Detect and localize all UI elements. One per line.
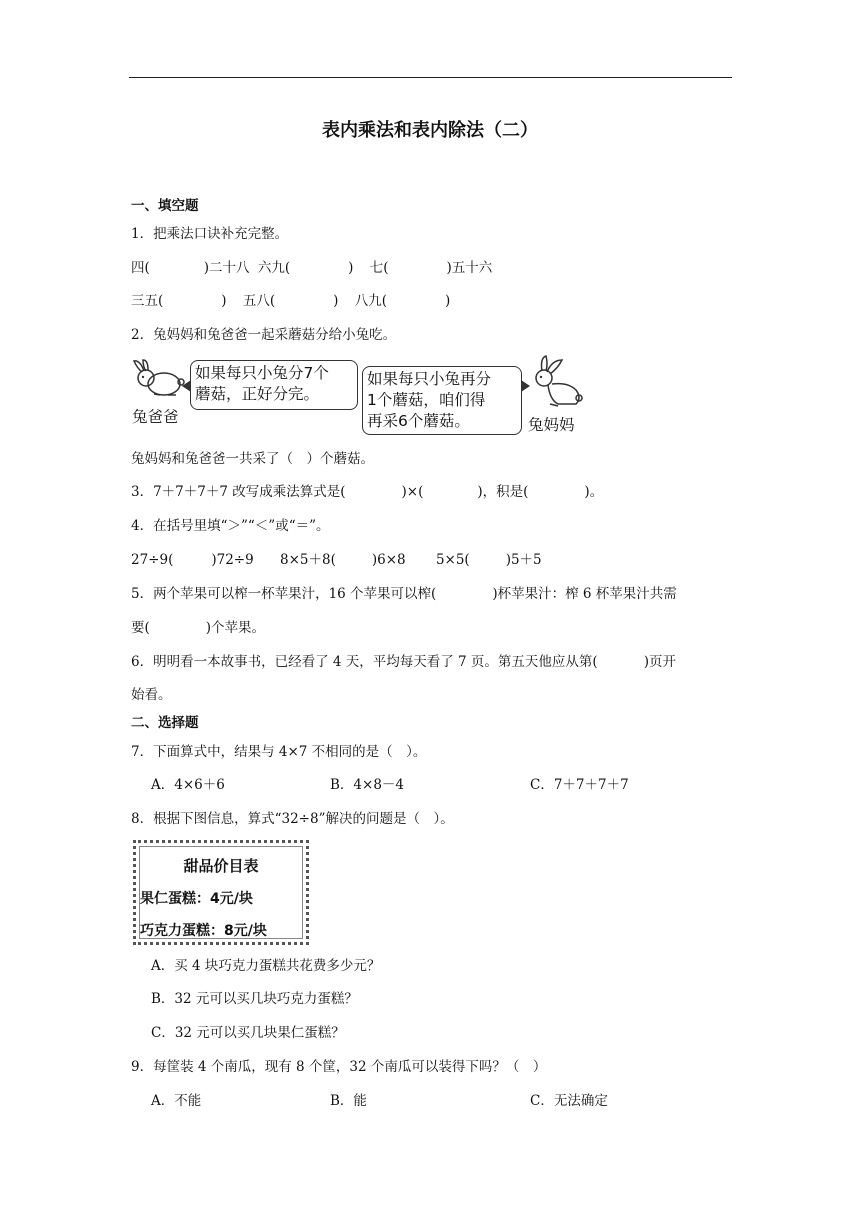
q5-line1: 5．两个苹果可以榨一杯苹果汁，16 个苹果可以榨( )杯苹果汁：榨 6 杯苹果汁共需 [131,586,677,602]
q9-stem: 9．每筐装 4 个南瓜，现有 8 个筐，32 个南瓜可以装得下吗？（ ） [131,1059,547,1075]
q4-stem: 4．在括号里填“＞”“＜”或“＝”。 [131,518,330,534]
q4-items: 27÷9( )72÷9 8×5＋8( )6×8 5×5( )5＋5 [131,552,542,568]
q2-stem: 2．兔妈妈和兔爸爸一起采蘑菇分给小兔吃。 [131,327,397,343]
q8-option-b: B．32 元可以买几块巧克力蛋糕？ [151,991,358,1007]
section-fill-blank: 一、填空题 [131,198,199,214]
q7-option-c: C．7＋7＋7＋7 [530,777,629,793]
q8-stem: 8．根据下图信息，算式“32÷8”解决的问题是（ ）。 [131,811,454,827]
rabbit-dad-label: 兔爸爸 [132,408,179,426]
rabbit-mom-icon [528,354,584,414]
price-table [133,840,309,945]
price-row-nut-cake: 果仁蛋糕：4元/块 [140,891,253,907]
q1-stem: 1．把乘法口诀补充完整。 [131,226,289,242]
q2-answer: 兔妈妈和兔爸爸一共采了（ ）个蘑菇。 [131,451,374,467]
q5-line2: 要( )个苹果。 [131,620,266,636]
q9-option-c: C．无法确定 [530,1093,608,1109]
q9-option-b: B．能 [330,1093,367,1109]
q1-row2: 三五( ) 五八( ) 八九( ) [131,293,451,309]
rabbit-mom-label: 兔妈妈 [528,416,575,434]
q3-line: 3．7＋7＋7＋7 改写成乘法算式是( )×( )，积是( )。 [131,484,604,500]
q9-option-a: A．不能 [151,1093,202,1109]
q8-option-a: A．买 4 块巧克力蛋糕共花费多少元？ [151,958,381,974]
q1-row1: 四( )二十八 六九( ) 七( )五十六 [131,260,493,276]
rabbit-dad-icon [130,358,186,400]
q7-option-a: A．4×6＋6 [151,777,225,793]
q7-stem: 7．下面算式中，结果与 4×7 不相同的是（ ）。 [131,744,427,760]
q8-option-c: C．32 元可以买几块果仁蛋糕？ [151,1025,345,1041]
q6-line2: 始看。 [131,687,172,703]
price-table-title: 甜品价目表 [183,857,259,875]
speech-bubble-mom: 如果每只小兔再分 1个蘑菇，咱们得 再采6个蘑菇。 [362,366,522,435]
header-rule [129,77,732,78]
section-multiple-choice: 二、选择题 [131,715,199,731]
page-title: 表内乘法和表内除法（二） [322,120,538,141]
price-row-chocolate-cake: 巧克力蛋糕：8元/块 [140,923,267,939]
q7-option-b: B．4×8－4 [330,777,404,793]
speech-bubble-dad: 如果每只小兔分7个 蘑菇，正好分完。 [190,360,358,410]
q6-line1: 6．明明看一本故事书，已经看了 4 天，平均每天看了 7 页。第五天他应从第( )页开 [131,654,676,670]
